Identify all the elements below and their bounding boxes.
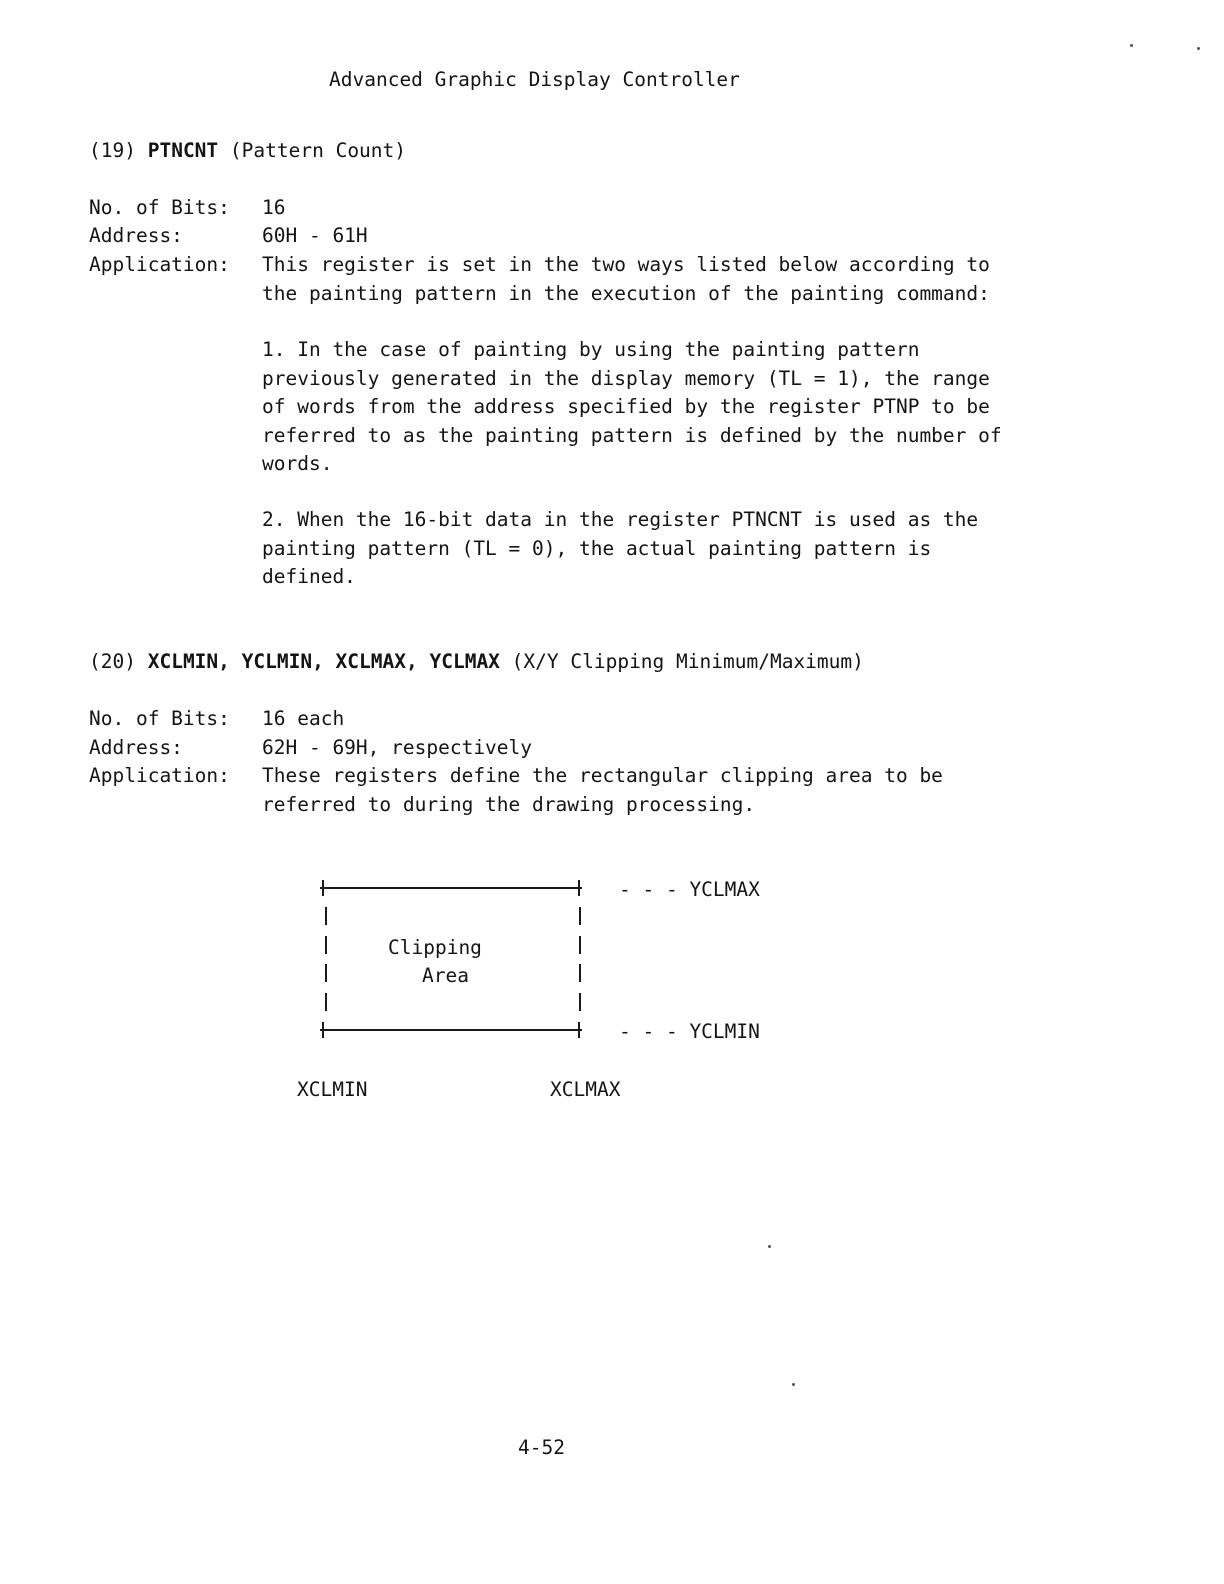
corner-mark (322, 1022, 324, 1038)
scan-speck (1197, 47, 1200, 50)
corner-mark (322, 880, 324, 896)
clipping-bottom-edge (320, 1029, 582, 1031)
application-text: These registers define the rectangular clipping area to be (262, 764, 943, 787)
clipping-right-edge (579, 907, 581, 925)
section-19-number: (19) (89, 139, 136, 162)
clipping-area-label-line1: Clipping (388, 936, 482, 959)
clipping-left-edge (325, 993, 327, 1011)
clipping-right-edge (579, 993, 581, 1011)
bits-label: No. of Bits: (89, 707, 230, 730)
section-20-heading (89, 648, 864, 677)
item-1-line: words. (262, 452, 333, 476)
section-20-register-names: XCLMIN, YCLMIN, XCLMAX, YCLMAX (147, 650, 500, 673)
address-label: Address: (89, 736, 183, 759)
section-19-heading (89, 137, 406, 166)
bits-value: 16 each (262, 707, 345, 730)
section-20-description: (X/Y Clipping Minimum/Maximum) (511, 650, 864, 673)
item-1-line: of words from the address specified by the register PTNP to be (262, 395, 990, 419)
address-value: 60H - 61H (262, 224, 368, 247)
ycl-min-label: - - - YCLMIN (619, 1020, 760, 1043)
item-2-line: defined. (262, 565, 356, 589)
item-1-line: previously generated in the display memory (TL = 1), the range (262, 366, 990, 390)
page-header: Advanced Graphic Display Controller (329, 68, 740, 91)
application-text: This register is set in the two ways listed below according to (262, 253, 990, 276)
item-2-line: painting pattern (TL = 0), the actual painting pattern is (262, 536, 932, 560)
page-number: 4-52 (518, 1436, 565, 1459)
address-label: Address: (89, 224, 183, 247)
item-2-line: 2. When the 16-bit data in the register PTNCNT is used as the (262, 508, 979, 531)
item-1-paragraph (262, 336, 1002, 479)
ycl-max-label: - - - YCLMAX (619, 878, 760, 901)
scan-speck (792, 1383, 795, 1386)
corner-mark (578, 1022, 580, 1038)
scan-speck (768, 1245, 771, 1248)
corner-mark (578, 880, 580, 896)
clipping-area-label-line2: Area (422, 964, 469, 987)
clipping-top-edge (320, 887, 582, 889)
clipping-right-edge (579, 936, 581, 954)
clipping-left-edge (325, 936, 327, 954)
clipping-right-edge (579, 964, 581, 982)
application-text-cont: the painting pattern in the execution of the painting command: (262, 282, 990, 305)
address-value: 62H - 69H, respectively (262, 736, 533, 759)
section-19-description: (Pattern Count) (229, 139, 407, 162)
application-label: Application: (89, 253, 230, 276)
scan-speck (1130, 44, 1133, 47)
bits-value: 16 (262, 196, 286, 219)
bits-label: No. of Bits: (89, 196, 230, 219)
item-1-line: 1. In the case of painting by using the painting pattern (262, 338, 920, 361)
xcl-max-label: XCLMAX (550, 1078, 621, 1101)
section-19-register-name: PTNCNT (147, 139, 219, 162)
application-text-cont: referred to during the drawing processing. (262, 793, 756, 816)
clipping-left-edge (325, 907, 327, 925)
section-20-number: (20) (89, 650, 136, 673)
clipping-left-edge (325, 964, 327, 982)
item-2-paragraph (262, 506, 1002, 592)
application-label: Application: (89, 764, 230, 787)
item-1-line: referred to as the painting pattern is defined by the number of (262, 423, 1002, 447)
xcl-min-label: XCLMIN (297, 1078, 368, 1101)
